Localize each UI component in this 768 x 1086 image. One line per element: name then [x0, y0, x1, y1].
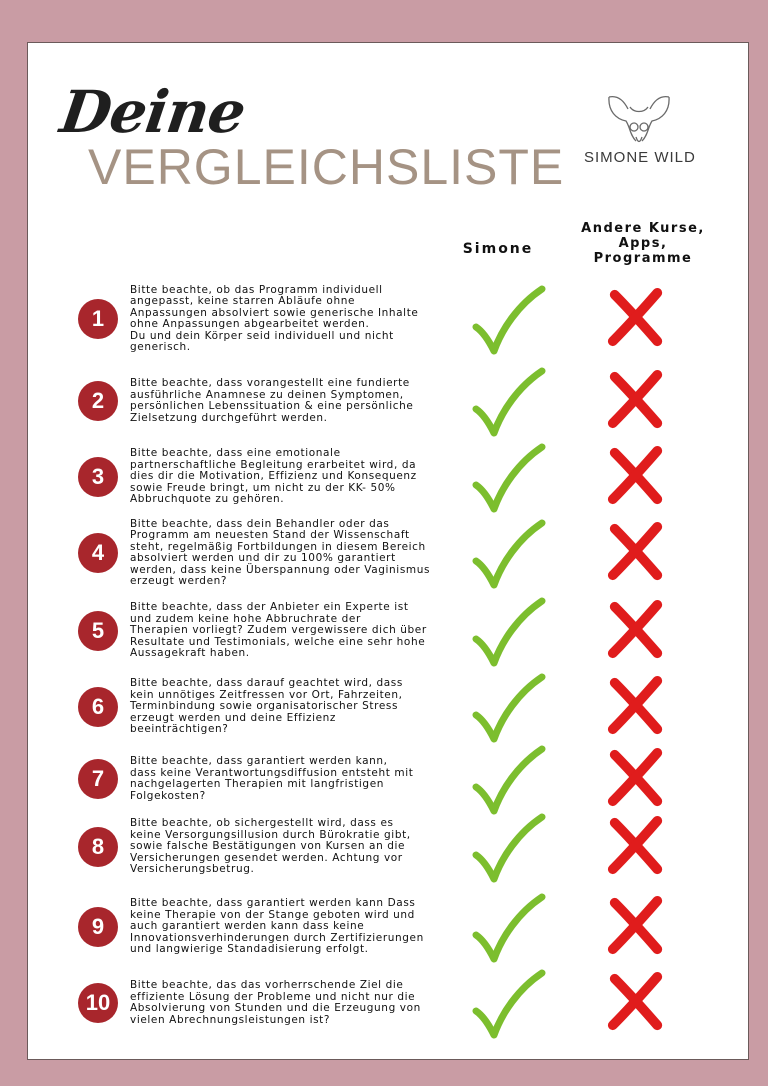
number-badge: 7	[78, 759, 118, 799]
title-script: Deine	[56, 78, 250, 146]
number-badge: 1	[78, 299, 118, 339]
column-header-other	[573, 221, 713, 266]
number-badge: 3	[78, 457, 118, 497]
item-text-line: nachgelagerten Therapien mit langfristigen	[130, 778, 385, 790]
number-badge: 5	[78, 611, 118, 651]
item-text-line: werden, dass keine Überspannung oder Vaginismus	[130, 563, 431, 576]
number-badge: 10	[78, 983, 118, 1023]
item-text-line: Bitte beachte, dass garantiert werden kann Dass	[130, 897, 416, 910]
logo-name: SIMONE WILD	[584, 149, 696, 166]
list-item	[28, 811, 748, 883]
item-text-line: Bitte beachte, das das vorherrschende Ziel die	[130, 979, 404, 991]
page-title: VERGLEICHSLISTE	[88, 139, 565, 195]
check-icon	[468, 281, 548, 361]
item-text	[130, 519, 460, 588]
item-text-line: dass keine Verantwortungsdiffusion entsteht mit	[130, 766, 414, 779]
item-text-line: Bitte beachte, dass eine emotionale	[130, 447, 341, 460]
cross-icon	[605, 675, 667, 737]
list-item	[28, 967, 748, 1039]
list-item	[28, 595, 748, 667]
checklist-page	[27, 42, 749, 1060]
check-icon	[468, 669, 548, 749]
cross-icon	[605, 521, 667, 583]
cross-icon	[605, 747, 667, 809]
item-text	[130, 602, 460, 660]
column-header-other-line: Programme	[593, 251, 693, 266]
item-text-line: keine Therapie von der Stange geboten wird und	[130, 908, 415, 921]
item-text-line: erzeugt werden und deine Effizienz	[130, 711, 337, 724]
check-icon	[468, 363, 548, 443]
item-text-line: vielen Abrechnungsleistungen ist?	[130, 1013, 331, 1026]
item-text	[130, 378, 460, 424]
item-text	[130, 980, 460, 1026]
item-text-line: Absolvierung von Stunden und die Erzeugung von	[130, 1002, 421, 1014]
item-text-line: Versicherungen gesendet werden. Achtung vor	[130, 851, 403, 864]
item-text-line: Bitte beachte, ob das Programm individuell	[130, 283, 383, 296]
list-item	[28, 441, 748, 513]
cross-icon	[605, 895, 667, 957]
item-text-line: Zielsetzung durchgeführt werden.	[130, 411, 328, 424]
list-item	[28, 671, 748, 743]
cross-icon	[605, 599, 667, 661]
cross-icon	[605, 369, 667, 431]
item-text-line: steht, regelmäßig Fortbildungen in diesem Bereich	[130, 540, 426, 553]
item-text-line: sowie falsche Bestätigungen von Kursen an die	[130, 840, 406, 853]
item-text-line: Bitte beachte, dass der Anbieter ein Experte ist	[130, 601, 409, 614]
item-text	[130, 898, 460, 956]
cross-icon	[605, 815, 667, 877]
column-header-other-line: Apps,	[618, 236, 668, 251]
list-item	[28, 891, 748, 963]
item-text-line: Innovationsverhinderungen durch Zertifizierungen	[130, 931, 424, 944]
item-text	[130, 285, 460, 354]
item-text-line: Abbruchquote zu gehören.	[130, 493, 285, 506]
number-badge: 4	[78, 533, 118, 573]
item-text-line: Bitte beachte, dass garantiert werden kann,	[130, 755, 388, 767]
column-header-other-line: Andere Kurse,	[581, 221, 705, 236]
item-text-line: Bitte beachte, dass dein Behandler oder das	[130, 517, 390, 530]
item-text-line: Resultate und Testimonials, welche eine sehr hohe	[130, 635, 426, 648]
item-text-line: Versicherungsbetrug.	[130, 863, 255, 876]
item-text-line: kein unnötiges Zeitfressen vor Ort, Fahrzeiten,	[130, 688, 403, 701]
item-text-line: beeinträchtigen?	[130, 723, 229, 736]
check-icon	[468, 965, 548, 1045]
number-badge: 8	[78, 827, 118, 867]
item-text-line: Du und dein Körper seid individuell und nicht	[130, 329, 394, 342]
check-icon	[468, 593, 548, 673]
item-text-line: Terminbindung sowie organisatorischer Stress	[130, 700, 399, 713]
cross-icon	[605, 287, 667, 349]
number-badge: 9	[78, 907, 118, 947]
item-text-line: angepasst, keine starren Abläufe ohne	[130, 295, 356, 307]
item-text-line: persönlichen Lebenssituation & eine persönliche	[130, 400, 414, 412]
number-badge: 6	[78, 687, 118, 727]
item-text-line: sowie Freude bringt, um nicht zu der KK- 50%	[130, 481, 396, 494]
item-text-line: generisch.	[130, 341, 191, 353]
item-text-line: Aussagekraft haben.	[130, 647, 250, 660]
item-text-line: Folgekosten?	[130, 789, 206, 802]
pelvis-logo-icon	[606, 93, 672, 147]
list-item	[28, 283, 748, 355]
item-text-line: ohne Anpassungen abgearbeitet werden.	[130, 318, 370, 330]
item-text	[130, 756, 460, 802]
item-text	[130, 818, 460, 876]
item-text-line: absolviert werden und dir zu 100% garantiert	[130, 552, 396, 564]
item-text-line: und langwierige Standadisierung erfolgt.	[130, 943, 369, 956]
check-icon	[468, 439, 548, 519]
item-text-line: und zudem keine hohe Abbruchrate der	[130, 612, 361, 625]
item-text-line: keine Versorgungsillusion durch Bürokratie gibt,	[130, 828, 411, 841]
list-item	[28, 365, 748, 437]
item-text	[130, 678, 460, 736]
check-icon	[468, 889, 548, 969]
item-text-line: erzeugt werden?	[130, 575, 228, 587]
item-text-line: Therapien vorliegt? Zudem vergewissere dich über	[130, 624, 427, 637]
item-text	[130, 448, 460, 506]
item-text-line: dies dir die Motivation, Effizienz und Konsequenz	[130, 470, 417, 483]
item-text-line: ausführliche Anamnese zu deinen Symptomen,	[130, 388, 404, 401]
check-icon	[468, 809, 548, 889]
item-text-line: Programm am neuesten Stand der Wissenschaft	[130, 529, 410, 541]
item-text-line: effiziente Lösung der Probleme und nicht nur die	[130, 990, 416, 1003]
column-header-simone: Simone	[462, 241, 534, 257]
item-text-line: Bitte beachte, dass vorangestellt eine fundierte	[130, 377, 410, 389]
item-text-line: auch garantiert werden kann dass keine	[130, 920, 365, 933]
cross-icon	[605, 971, 667, 1033]
cross-icon	[605, 445, 667, 507]
list-item	[28, 517, 748, 589]
item-text-line: Bitte beachte, ob sichergestellt wird, dass es	[130, 817, 394, 830]
item-text-line: Anpassungen absolviert sowie generische Inhalte	[130, 306, 419, 319]
item-text-line: partnerschaftliche Begleitung erarbeitet wird, da	[130, 458, 417, 471]
check-icon	[468, 515, 548, 595]
list-item	[28, 743, 748, 815]
number-badge: 2	[78, 381, 118, 421]
item-text-line: Bitte beachte, dass darauf geachtet wird, dass	[130, 677, 403, 690]
